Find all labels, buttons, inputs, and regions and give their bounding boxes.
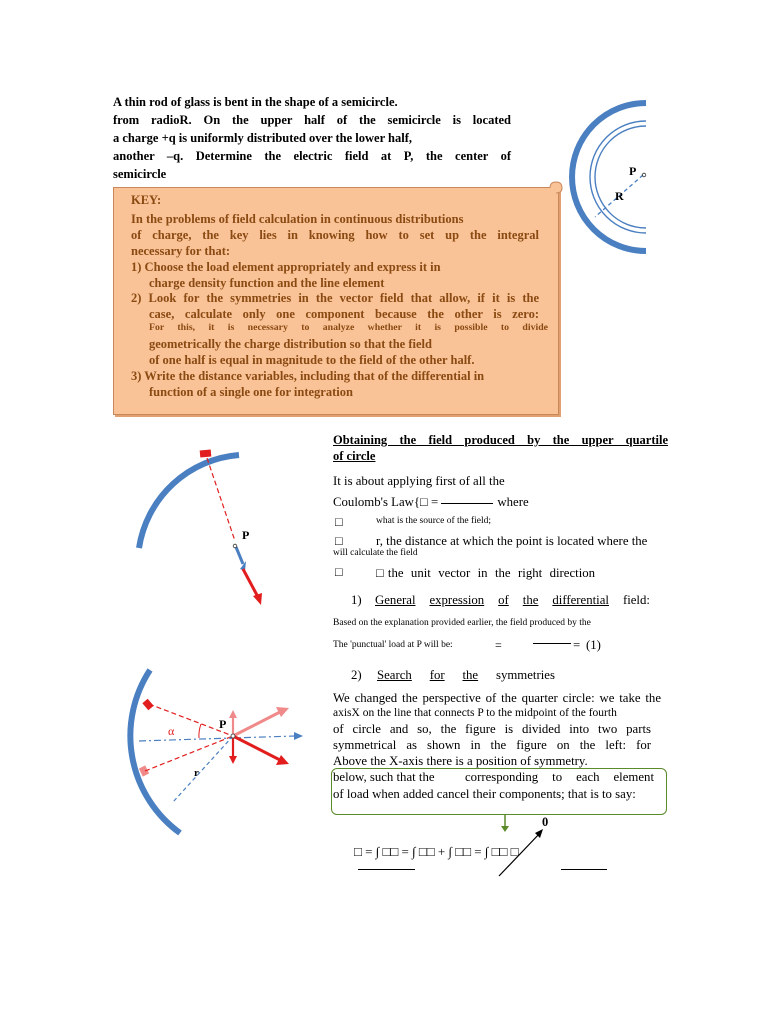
step-2-line: We changed the perspective of the quarter circle: we take the [333, 691, 661, 705]
field-vector-red [233, 736, 280, 760]
step-2-line: axisX on the line that connects P to the midpoint of the fourth [333, 707, 617, 719]
step-1-word: of [498, 593, 509, 607]
quarter-circle-figure [125, 445, 295, 615]
green-arrow-head [501, 826, 509, 832]
key-step-2-line: case, calculate only one component because the other is zero: [149, 306, 539, 321]
bullet-2-text-cont: will calculate the field [333, 548, 418, 558]
bullet-3-word: direction [549, 566, 596, 580]
problem-statement [113, 93, 511, 183]
step-1-word: differential [552, 593, 609, 607]
problem-line-2: from radioR. On the upper half of the semicircle is located [113, 113, 511, 127]
component-up-head [229, 710, 237, 718]
step-2-word: the [462, 668, 479, 682]
step-2-line: below, such that the [333, 770, 435, 784]
key-step-3-line: 3) Write the distance variables, including that of the differential in [131, 369, 485, 383]
unit-vector [236, 547, 243, 564]
coulomb-law-prefix: Coulomb's Law [333, 495, 414, 509]
label-p: P [242, 528, 250, 542]
step-2-line: corresponding to each element [465, 770, 654, 784]
distance-line [207, 458, 235, 541]
key-intro-line: necessary for that: [131, 243, 231, 258]
label-p: P [219, 717, 227, 731]
field-vector [243, 569, 258, 597]
step-1-number: 1) [351, 593, 362, 607]
formula-glyph: □ [426, 844, 435, 859]
key-step-1 [131, 260, 441, 292]
bullet-3-word: vector [438, 566, 471, 580]
key-step-2-small: For this, it is necessary to analyze whether it is possible to divide [149, 322, 548, 333]
step-1-fraction-bar [533, 643, 571, 644]
bullet-2-text: r, the distance at which the point is located where the [376, 534, 648, 548]
highlight-box [331, 768, 667, 815]
step-1-word: expression [429, 593, 485, 607]
formula-glyph: □ [491, 844, 500, 859]
step-2-heading [377, 667, 555, 683]
bullet-3-word: □ [376, 566, 388, 580]
problem-line-4: another –q. Determine the electric field at P, the center of [113, 149, 511, 163]
key-step-1-line: 1) Choose the load element appropriately and express it in [131, 260, 441, 274]
component-down-head [229, 756, 237, 764]
quarter-arc [139, 455, 239, 548]
formula-glyph: □ [455, 844, 464, 859]
step-1-word: General [375, 593, 416, 607]
formula-glyph: □ [420, 495, 428, 509]
formula-glyph: □ [418, 844, 427, 859]
formula-underline [358, 869, 415, 870]
key-intro-line: of charge, the key lies in knowing how to set up the integral [131, 227, 539, 242]
step-1-equals: = [495, 638, 502, 652]
step-2-word: symmetries [495, 668, 555, 682]
bullet-icon: □ [335, 534, 343, 548]
final-formula: □ = ∫ □□ = ∫ □□ + ∫ □□ = ∫ □□ □ [354, 844, 519, 859]
bullet-icon: □ [335, 515, 343, 529]
coulomb-where: where [497, 495, 529, 509]
section-title-line-1: Obtaining the field produced by the upper quartile [333, 433, 668, 447]
bullet-3-word: the [494, 566, 511, 580]
step-1-line-b: The 'punctual' load at P will be: [333, 640, 453, 650]
step-2-word: for [429, 668, 445, 682]
step-2-word: Search [377, 668, 412, 682]
key-step-2-more-line: geometrically the charge distribution so that the field [149, 337, 432, 351]
key-step-3-line: function of a single one for integration [149, 384, 353, 399]
problem-line-3: a charge +q is uniformly distributed over the lower half, [113, 131, 413, 145]
step-2-line: of circle and so, the figure is divided into two parts [333, 722, 651, 736]
x-axis-head [294, 732, 303, 740]
step-1-word: field: [622, 593, 650, 607]
key-intro-line: In the problems of field calculation in continuous distributions [131, 212, 464, 226]
step-1-word: the [522, 593, 539, 607]
radius-line [173, 736, 233, 802]
step-1-heading [375, 592, 650, 608]
formula-glyph: □ [390, 844, 399, 859]
key-step-3 [131, 369, 484, 401]
step-2-line: of load when added cancel their components; that is to say: [333, 787, 636, 801]
symmetry-figure [125, 668, 310, 838]
formula-underline [561, 869, 607, 870]
key-step-2-line: 2) Look for the symmetries in the vector field that allow, if it is the [131, 291, 539, 305]
field-vector-head [253, 593, 262, 605]
key-step-2 [131, 291, 539, 323]
section-title [333, 432, 668, 464]
problem-line-5: semicircle [113, 167, 167, 181]
formula-glyph: □ [499, 844, 508, 859]
label-alpha: α [168, 724, 175, 738]
point-p [233, 544, 237, 548]
bullet-1-text: what is the source of the field; [376, 516, 492, 526]
angle-arc [199, 724, 201, 738]
key-intro [131, 212, 539, 259]
key-title: KEY: [131, 193, 162, 207]
scroll-curl-icon [548, 180, 564, 196]
formula-glyph: □ [354, 844, 362, 859]
formula-glyph: □ [382, 844, 391, 859]
step-2-number: 2) [351, 668, 362, 682]
quarter-arc [130, 670, 180, 833]
formula-glyph: □ [463, 844, 471, 859]
semicircle-inner-arc [590, 121, 646, 233]
key-step-2-more [149, 337, 474, 369]
bullet-3-text [376, 565, 595, 581]
label-r: R [615, 189, 624, 203]
coulomb-intro: It is about applying first of all the [333, 474, 505, 488]
distance-line-lower [145, 736, 233, 771]
key-step-2-more-line: of one half is equal in magnitude to the field of the other half. [149, 352, 475, 367]
step-1-equals-2: = [573, 638, 581, 652]
point-p [231, 734, 235, 738]
step-2-line: symmetrical as shown in the figure on the left: for [333, 738, 651, 752]
field-vector-pink [233, 712, 280, 736]
charge-element [200, 453, 211, 454]
semicircle-figure [555, 95, 665, 260]
coulomb-fraction-bar [441, 503, 493, 504]
zero-label: 0 [542, 815, 549, 829]
formula-glyph: □ [510, 844, 519, 859]
step-2-line: Above the X-axis there is a position of symmetry. [333, 754, 588, 768]
bullet-icon: □ [335, 565, 343, 579]
key-step-1-line: charge density function and the line element [149, 275, 385, 290]
section-title-line-2: of circle [333, 449, 376, 463]
problem-line-1: A thin rod of glass is bent in the shape of a semicircle. [113, 95, 398, 109]
coulomb-law: Coulomb's Law{□ = where [333, 495, 529, 509]
x-axis [139, 736, 295, 741]
label-p: P [629, 164, 637, 178]
bullet-3-word: in [477, 566, 488, 580]
bullet-3-word: right [518, 566, 543, 580]
bullet-3-word: the unit [387, 566, 431, 580]
label-r: r [194, 767, 199, 779]
step-1-line-a: Based on the explanation provided earlier, the field produced by the [333, 618, 591, 628]
step-1-eq-num: (1) [586, 638, 601, 652]
